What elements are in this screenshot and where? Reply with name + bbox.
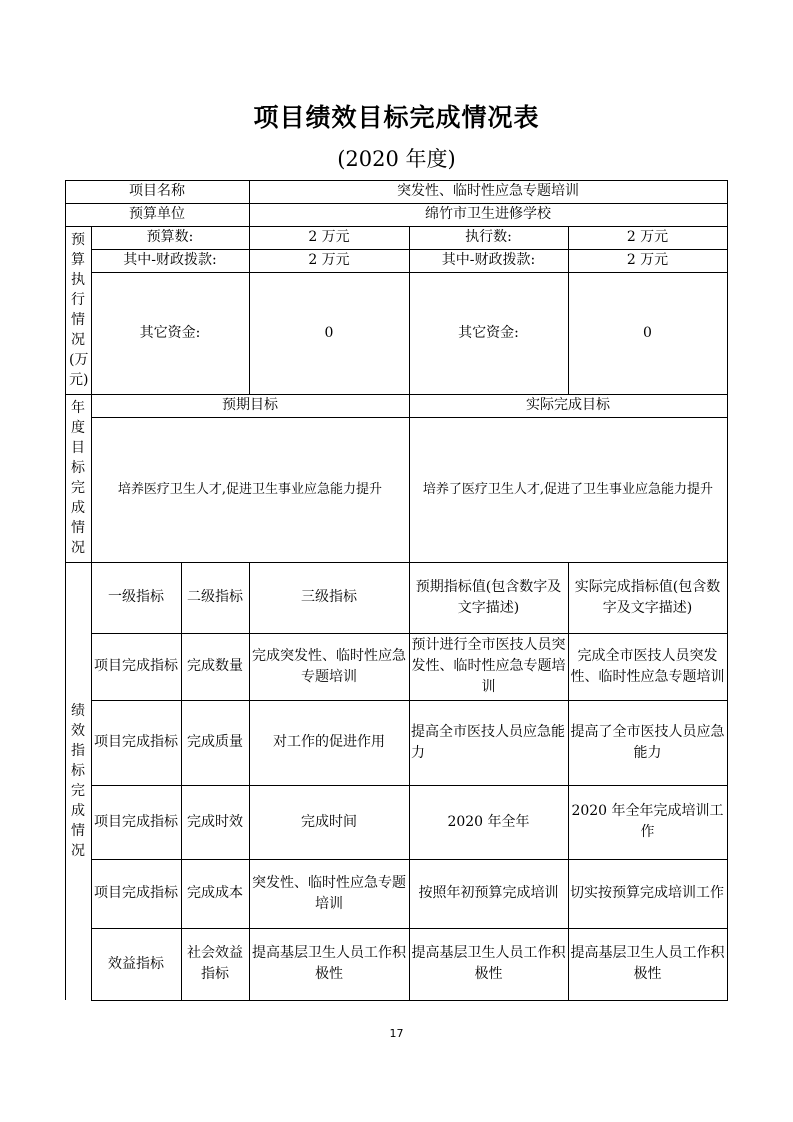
table-row-3-level3: 完成时间 [301, 813, 357, 830]
table-row-4-actual: 切实按预算完成培训工作 [570, 885, 724, 901]
table-row-4-expected: 按照年初预算完成培训 [418, 885, 559, 901]
budget-unit-label: 预算单位 [129, 206, 185, 222]
page-number: 17 [389, 1027, 404, 1040]
table-row-1-actual: 完成全市医技人员突发性、临时性应急专题培训 [570, 647, 725, 685]
header-expected-value: 预期指标值(包含数字及文字描述) [415, 578, 562, 616]
annual-section-label: 年度目标完成情况 [71, 400, 85, 556]
table-row-3-level2: 完成时效 [187, 813, 243, 830]
table-row-4-level2: 完成成本 [187, 885, 243, 901]
budget-unit-value: 绵竹市卫生进修学校 [425, 206, 551, 222]
budget-amount-value: 2 万元 [308, 229, 350, 245]
table-row-3-level1: 项目完成指标 [94, 813, 178, 830]
table-row-2-expected: 提高全市医技人员应急能力 [411, 723, 565, 761]
table-row-5-expected: 提高基层卫生人员工作积极性 [411, 945, 566, 982]
table-row-1-level3: 完成突发性、临时性应急专题培训 [252, 647, 406, 685]
other-funds-value: 0 [324, 324, 334, 341]
table-row-1-expected: 预计进行全市医技人员突发性、临时性应急专题培训 [411, 637, 566, 695]
table-row-2-level1: 项目完成指标 [94, 734, 178, 750]
header-level3: 三级指标 [301, 589, 357, 605]
performance-section-label: 绩效指标完成情况 [71, 703, 85, 859]
fiscal-exec-label: 其中-财政拨款: [441, 252, 536, 268]
table-row-1-level2: 完成数量 [187, 658, 243, 674]
table-row-2-level3: 对工作的促进作用 [273, 734, 385, 750]
table-row-2-actual: 提高了全市医技人员应急能力 [570, 723, 725, 761]
table-row-4-level3: 突发性、临时性应急专题培训 [252, 874, 406, 912]
fiscal-value: 2 万元 [308, 252, 350, 268]
budget-section-label: 预算执行情况(万元) [69, 232, 89, 388]
other-funds-exec-value: 0 [643, 324, 652, 341]
header-level2: 二级指标 [187, 589, 243, 605]
header-actual-value: 实际完成指标值(包含数字及文字描述) [574, 578, 721, 616]
other-funds-exec-label: 其它资金: [458, 324, 519, 341]
executed-amount-label: 执行数: [465, 229, 512, 245]
fiscal-label: 其中-财政拨款: [123, 252, 217, 268]
table-row-3-actual: 2020 年全年完成培训工作 [571, 803, 724, 840]
actual-target-text: 培养了医疗卫生人才,促进了卫生事业应急能力提升 [422, 482, 714, 497]
table-row-5-level3: 提高基层卫生人员工作积极性 [252, 945, 406, 982]
project-name-label: 项目名称 [129, 183, 185, 199]
expected-target-text: 培养医疗卫生人才,促进卫生事业应急能力提升 [117, 482, 383, 497]
table-row-5-actual: 提高基层卫生人员工作积极性 [570, 945, 725, 982]
other-funds-label: 其它资金: [139, 324, 201, 341]
actual-target-header: 实际完成目标 [526, 397, 610, 413]
performance-table [65, 180, 727, 1000]
header-level1: 一级指标 [108, 589, 164, 605]
table-row-5-level2: 社会效益指标 [187, 945, 243, 982]
page-subtitle: (2020 年度) [337, 147, 456, 171]
table-row-5-level1: 效益指标 [108, 955, 164, 972]
project-name-value: 突发性、临时性应急专题培训 [397, 183, 579, 199]
table-row-3-expected: 2020 年全年 [447, 813, 530, 830]
page-title: 项目绩效目标完成情况表 [253, 103, 540, 132]
budget-amount-label: 预算数: [146, 229, 194, 245]
expected-target-header: 预期目标 [222, 397, 278, 413]
table-row-4-level1: 项目完成指标 [94, 885, 178, 901]
executed-amount-value: 2 万元 [626, 229, 669, 245]
table-row-1-level1: 项目完成指标 [94, 658, 178, 674]
table-row-2-level2: 完成质量 [187, 734, 243, 750]
fiscal-exec-value: 2 万元 [626, 252, 669, 268]
